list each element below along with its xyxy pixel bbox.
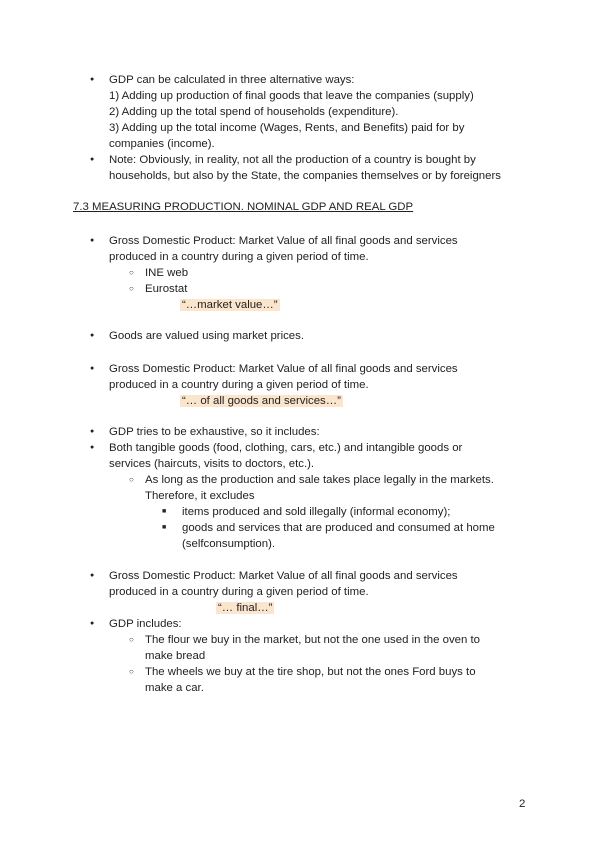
includes-label: ● GDP includes: [109, 616, 182, 632]
gdp-def-3-line-1: ● Gross Domestic Product: Market Value of all final goods and services [109, 568, 458, 584]
legal-sub-line-1: ○ As long as the production and sale takes place legally in the markets. [145, 472, 494, 488]
includes-flour-line-2: make bread [145, 650, 206, 662]
gdp-def-2-line-2: produced in a country during a given period of time. [109, 379, 369, 391]
includes-wheels-line-2: make a car. [145, 682, 204, 694]
note-bullet-line-1: ● Note: Obviously, in reality, not all the production of a country is bought by [109, 152, 476, 168]
tangible-line-1: ● Both tangible goods (food, clothing, cars, etc.) and intangible goods or [109, 440, 462, 456]
legal-sub-line-2: Therefore, it excludes [145, 490, 255, 502]
includes-wheels-line-1: ○ The wheels we buy at the tire shop, but not the ones Ford buys to [145, 664, 476, 680]
exhaustive-bullet: ● GDP tries to be exhaustive, so it includes: [109, 424, 320, 440]
calc-method-supply: 1) Adding up production of final goods that leave the companies (supply) [109, 90, 474, 102]
gdp-def-1-line-1: ● Gross Domestic Product: Market Value of all final goods and services [109, 233, 458, 249]
gdp-def-2-line-1: ● Gross Domestic Product: Market Value of all final goods and services [109, 361, 458, 377]
highlight-market-value [180, 297, 280, 313]
gdp-def-1-line-2: produced in a country during a given period of time. [109, 251, 369, 263]
calc-method-income-cont: companies (income). [109, 138, 215, 150]
includes-flour-line-1: ○ The flour we buy in the market, but not the one used in the oven to [145, 632, 480, 648]
market-prices-bullet: ● Goods are valued using market prices. [109, 328, 304, 344]
highlight-all-goods [180, 393, 343, 409]
exclude-illegal: ■ items produced and sold illegally (informal economy); [182, 504, 450, 520]
highlight-text: “… final…” [218, 602, 273, 614]
sub-item-ine-web: ○ INE web [145, 265, 188, 281]
highlight-final [216, 600, 274, 616]
calc-bullet-line-1: ● GDP can be calculated in three alternative ways: [109, 72, 354, 88]
section-heading: 7.3 MEASURING PRODUCTION. NOMINAL GDP AND REAL GDP [73, 201, 414, 213]
highlight-text: “… of all goods and services…” [182, 395, 341, 407]
note-bullet-line-2: households, but also by the State, the companies themselves or by foreigners [109, 170, 501, 182]
gdp-def-3-line-2: produced in a country during a given period of time. [109, 586, 369, 598]
exclude-home-line-1: ■ goods and services that are produced and consumed at home [182, 520, 495, 536]
calc-method-income: 3) Adding up the total income (Wages, Rents, and Benefits) paid for by [109, 122, 465, 134]
highlight-text: “…market value…” [182, 299, 278, 311]
exclude-home-line-2: (selfconsumption). [182, 538, 276, 550]
calc-method-expenditure: 2) Adding up the total spend of households (expenditure). [109, 106, 399, 118]
tangible-line-2: services (haircuts, visits to doctors, etc.). [109, 458, 315, 470]
page-number: 2 [519, 798, 526, 810]
sub-item-eurostat: ○ Eurostat [145, 281, 187, 297]
